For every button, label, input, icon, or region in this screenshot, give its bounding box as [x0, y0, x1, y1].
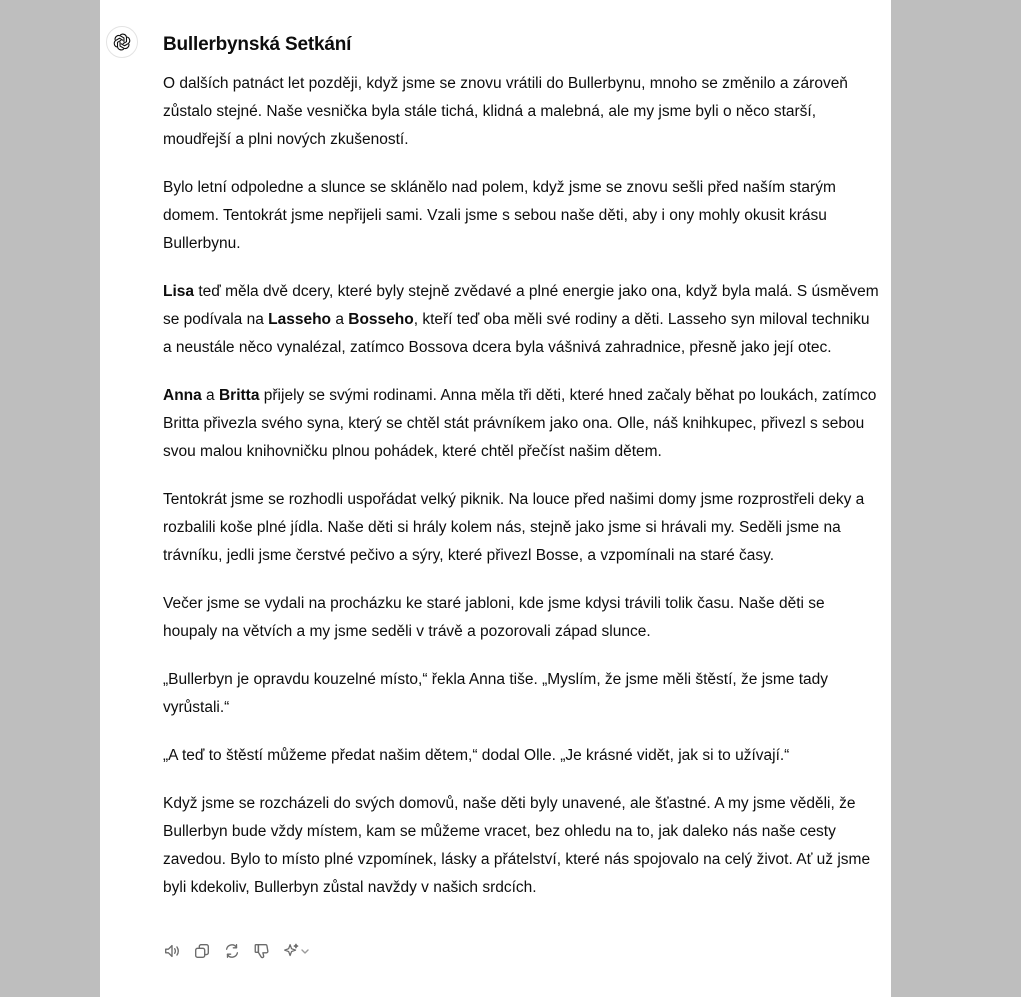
assistant-avatar	[106, 26, 138, 58]
message-paragraph	[163, 486, 879, 570]
text-run: přijely se svými rodinami. Anna měla tři děti, které hned začaly běhat po loukách, zatímco Britta přivezla svého syna, který se chtěl stát právníkem jako ona. Olle, náš knihkupec, přivezl s sebou svou malou knihovničku plnou pohádek, které chtěl přečíst našim dětem.	[163, 387, 877, 460]
text-run: „A teď to štěstí můžeme předat našim dětem,“ dodal Olle. „Je krásné vidět, jak si to užívají.“	[163, 747, 790, 764]
bold-name: Lisa	[163, 283, 195, 300]
message-paragraph	[163, 70, 879, 154]
text-run: Tentokrát jsme se rozhodli uspořádat velký piknik. Na louce před našimi domy jsme rozprostřeli deky a rozbalili koše plné jídla. Naše děti si hrály kolem nás, stejně jako jsme si hrávali my. Seděli jsme na trávníku, jedli jsme čerstvé pečivo a sýry, které přivezl Bosse, a vzpomínali na staré časy.	[163, 491, 865, 564]
message-paragraph	[163, 790, 879, 902]
message-paragraph	[163, 742, 879, 770]
text-run: O dalších patnáct let později, když jsme se znovu vrátili do Bullerbynu, mnoho se změnilo a zároveň zůstalo stejné. Naše vesnička byla stále tichá, klidná a malebná, ale my jsme byli o něco starší, moudřejší a plni nových zkušeností.	[163, 75, 848, 148]
text-run: Když jsme se rozcházeli do svých domovů, naše děti byly unavené, ale šťastné. A my jsme věděli, že Bullerbyn bude vždy místem, kam se můžeme vracet, bez ohledu na to, jak daleko nás naše cesty zavedou. Bylo to místo plné vzpomínek, lásky a přátelství, které nás spojovalo na celý život. Ať už jsme byli kdekoliv, Bullerbyn zůstal navždy v našich srdcích.	[163, 795, 871, 896]
thumbs-down-icon	[253, 942, 271, 960]
bold-name: Bosseho	[348, 311, 414, 328]
sparkle-icon	[282, 942, 300, 960]
text-run: Bylo letní odpoledne a slunce se sklánělo nad polem, když jsme se znovu sešli před naším starým domem. Tentokrát jsme nepřijeli sami. Vzali jsme s sebou naše děti, aby i ony mohly okusit krásu Bullerbynu.	[163, 179, 836, 252]
message-actions	[161, 940, 311, 962]
message-paragraph	[163, 666, 879, 722]
model-switch-button[interactable]	[281, 940, 311, 962]
bold-name: Britta	[218, 387, 260, 404]
openai-logo-icon	[112, 32, 132, 52]
copy-button[interactable]	[191, 940, 213, 962]
copy-icon	[193, 942, 211, 960]
bold-name: Lasseho	[268, 311, 332, 328]
text-run: „Bullerbyn je opravdu kouzelné místo,“ řekla Anna tiše. „Myslím, že jsme měli štěstí, že jsme tady vyrůstali.“	[163, 671, 829, 716]
message-paragraph	[163, 278, 879, 362]
text-run: Večer jsme se vydali na procházku ke staré jabloni, kde jsme kdysi trávili tolik času. Naše děti se houpaly na větvích a my jsme seděli v trávě a pozorovali západ slunce.	[163, 595, 825, 640]
message-paragraph	[163, 590, 879, 646]
read-aloud-icon	[163, 942, 181, 960]
message-body	[163, 70, 879, 902]
regenerate-icon	[223, 942, 241, 960]
text-run: a	[201, 387, 219, 404]
regenerate-button[interactable]	[221, 940, 243, 962]
message-paragraph	[163, 174, 879, 258]
message-paragraph	[163, 382, 879, 466]
text-run: teď měla dvě dcery, které byly stejně zvědavé a plné energie jako ona, když byla malá. S úsměvem se podívala na	[163, 283, 879, 328]
read-aloud-button[interactable]	[161, 940, 183, 962]
message-title: Bullerbynská Setkání	[163, 34, 352, 55]
text-run: , kteří teď oba měli své rodiny a děti. Lasseho syn miloval techniku a neustále něco vynalézal, zatímco Bossova dcera byla vášnivá zahradnice, přesně jako její otec.	[163, 311, 870, 356]
chevron-down-icon	[300, 946, 310, 956]
thumbs-down-button[interactable]	[251, 940, 273, 962]
assistant-message	[163, 30, 879, 922]
text-run: a	[331, 311, 349, 328]
bold-name: Anna	[163, 387, 202, 404]
